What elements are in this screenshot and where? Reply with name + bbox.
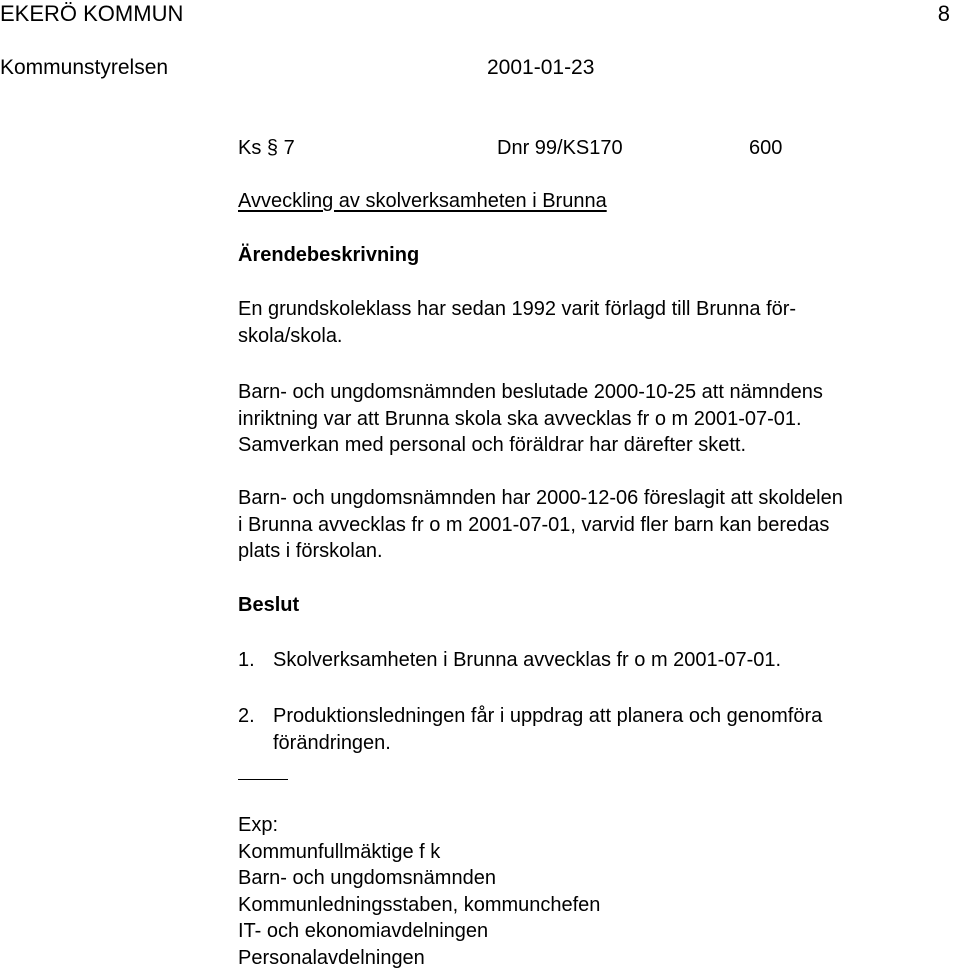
paragraph-line: En grundskoleklass har sedan 1992 varit förlagd till Brunna för- — [238, 298, 797, 320]
description-paragraph — [238, 485, 843, 565]
decision-item-line: Skolverksamheten i Brunna avvecklas fr o m 2001-07-01. — [273, 649, 782, 671]
case-title: Avveckling av skolverksamheten i Brunna — [238, 190, 607, 212]
paragraph-line: Barn- och ungdomsnämnden beslutade 2000-10-25 att nämndens — [238, 381, 823, 403]
distribution-recipient: Personalavdelningen — [238, 946, 425, 969]
distribution-recipient: IT- och ekonomiavdelningen — [238, 920, 489, 943]
distribution-recipient: Barn- och ungdomsnämnden — [238, 867, 496, 890]
paragraph-line: skola/skola. — [238, 324, 343, 347]
case-paragraph: Ks § 7 — [238, 137, 295, 159]
distribution-list — [238, 812, 600, 972]
meeting-date: 2001-01-23 — [487, 56, 595, 79]
decision-item — [238, 703, 928, 757]
signature-separator-line — [238, 779, 288, 780]
case-code: 600 — [749, 137, 783, 159]
paragraph-line: Barn- och ungdomsnämnden har 2000-12-06 föreslagit att skoldelen — [238, 487, 843, 509]
decision-item-line: förändringen. — [273, 731, 391, 754]
organization-name: EKERÖ KOMMUN — [0, 1, 184, 26]
case-dnr: Dnr 99/KS170 — [497, 137, 623, 159]
distribution-recipient: Kommunledningsstaben, kommunchefen — [238, 893, 601, 916]
paragraph-line: inriktning var att Brunna skola ska avvecklas fr o m 2001-07-01. — [238, 407, 802, 430]
decision-heading: Beslut — [238, 594, 300, 616]
description-heading: Ärendebeskrivning — [238, 244, 420, 266]
decision-item — [238, 647, 928, 674]
distribution-recipient: Kommunfullmäktige f k — [238, 840, 441, 863]
page-number: 8 — [937, 1, 950, 26]
decision-item-number: 1. — [238, 649, 255, 671]
paragraph-line: i Brunna avvecklas fr o m 2001-07-01, varvid fler barn kan beredas — [238, 513, 830, 536]
description-paragraph — [238, 379, 823, 459]
decision-item-text — [273, 647, 781, 674]
committee-name: Kommunstyrelsen — [0, 56, 169, 79]
decision-item-number: 2. — [238, 705, 255, 727]
decision-item-line: Produktionsledningen får i uppdrag att planera och genomföra — [273, 705, 823, 727]
distribution-label: Exp: — [238, 814, 279, 836]
decision-item-text — [273, 703, 822, 756]
paragraph-line: plats i förskolan. — [238, 540, 383, 563]
paragraph-line: Samverkan med personal och föräldrar har därefter skett. — [238, 434, 747, 457]
description-paragraph — [238, 296, 796, 349]
